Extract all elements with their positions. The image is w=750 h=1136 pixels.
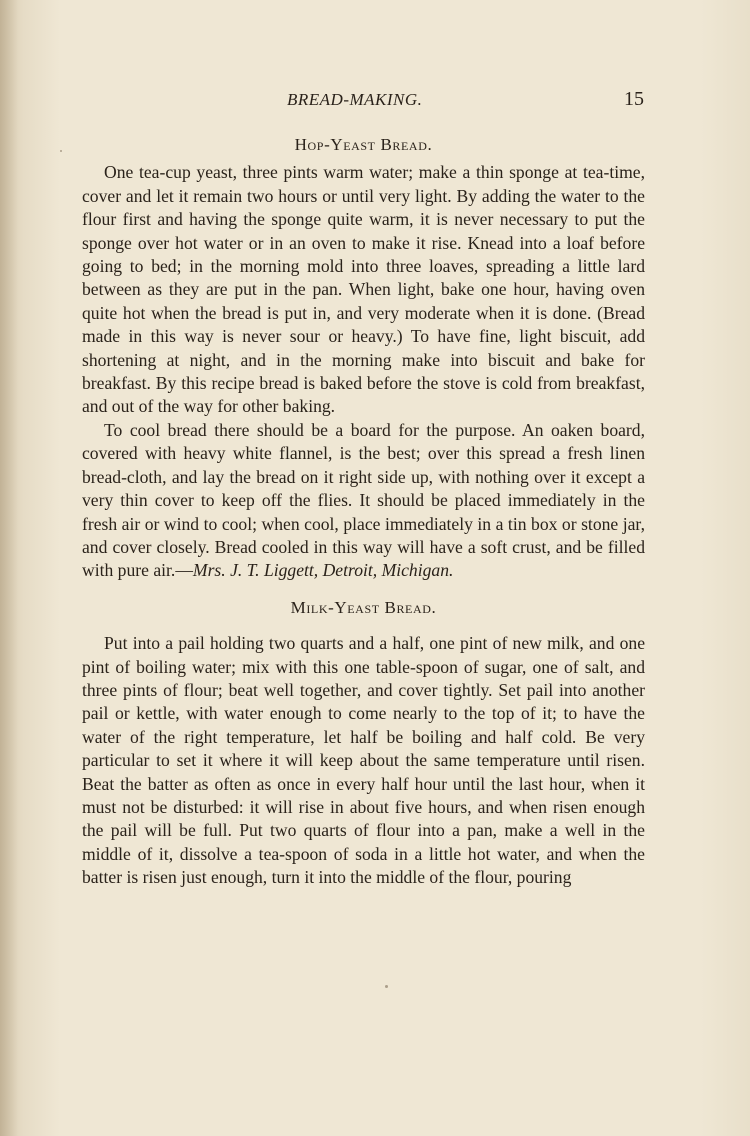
- paper-speck: [385, 985, 388, 988]
- gutter-shadow: [0, 0, 18, 1136]
- paragraph-milk-yeast-recipe: Put into a pail holding two quarts and a half, one pint of new milk, and one pint of boiling water; mix with this one table-spoon of sugar, one of salt, and three pints of flour; beat well together, and cover tightly. Set pail into another pail or kettle, with water enough to come nearly to the top of it; to have the water of the right temperature, let half be boiling and half cold. Be very particular to set it where it will keep about the same temperature until risen. Beat the batter as often as once in every half hour until the last hour, when it must not be disturbed: it will rise in about five hours, and when risen enough the pail will be full. Put two quarts of flour into a pan, make a well in the middle of it, dissolve a tea-spoon of soda in a little hot water, and when the batter is risen just enough, turn it into the middle of the flour, pouring: [82, 633, 645, 888]
- paragraph-hop-yeast-recipe: One tea-cup yeast, three pints warm water; make a thin sponge at tea-time, cover and let it remain two hours or until very light. By adding the water to the flour first and having the sponge quite warm, it is never necessary to put the sponge over hot water or in an oven to make it rise. Knead into a loaf before going to bed; in the morning mold into three loaves, spreading a little lard between as they are put in the pan. When light, bake one hour, having oven quite hot when the bread is put in, and very moderate when it is done. (Bread made in this way is never sour or heavy.) To have fine, light biscuit, add shortening at night, and in the morning make into biscuit and bake for breakfast. By this recipe bread is baked before the stove is cold from breakfast, and out of the way for other baking.: [82, 162, 645, 417]
- page-number: 15: [624, 88, 644, 110]
- cooling-text: To cool bread there should be a board for the purpose. An oaken board, covered with heavy white flannel, is the best; over this spread a fresh linen bread-cloth, and lay the bread on it right side up, with nothing over it except a very thin cover to keep off the flies. It should be placed immediately in the fresh air or wind to cool; when cool, place immediately in a tin box or stone jar, and cover closely. Bread cooled in this way will have a soft crust, and be filled with pure air.: [82, 419, 645, 581]
- em-dash: —: [175, 560, 193, 581]
- running-title: BREAD-MAKING.: [287, 90, 423, 109]
- paragraph-cooling-bread: [82, 419, 645, 583]
- text-block: [82, 133, 645, 890]
- recipe-signature: Mrs. J. T. Liggett, Detroit, Michigan.: [192, 560, 454, 581]
- section-heading-milk-yeast: Milk-Yeast Bread.: [290, 597, 437, 617]
- paper-speck: [60, 150, 62, 152]
- running-head: [0, 90, 750, 114]
- section-heading-hop-yeast: Hop-Yeast Bread.: [294, 135, 433, 154]
